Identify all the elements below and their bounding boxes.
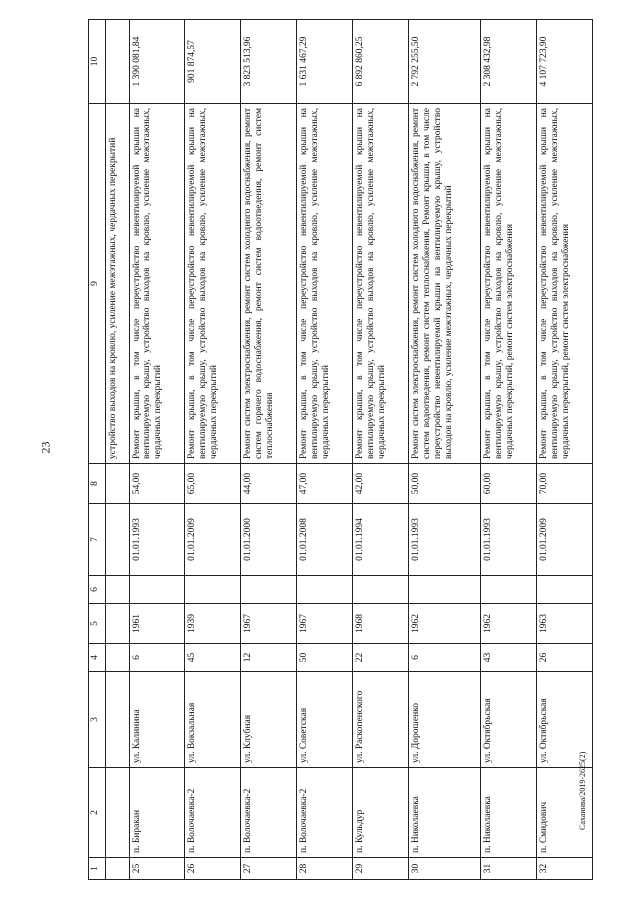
cost-cell: 2 308 432,98: [481, 20, 537, 104]
cost-cell: 3 823 513,96: [241, 20, 297, 104]
wear-percent-cell: 47,00: [297, 464, 353, 504]
year-built-cell: 1939: [185, 604, 241, 644]
wear-percent-cell: 50,00: [409, 464, 481, 504]
street-cell: ул. Дорошенко: [409, 672, 481, 768]
header-row: [89, 20, 106, 880]
house-number-cell: 22: [353, 644, 409, 672]
row-number: 26: [185, 858, 241, 880]
repair-program-table: [88, 19, 593, 880]
column-header: 9: [89, 104, 106, 464]
street-cell: ул. Раскопенского: [353, 672, 409, 768]
table-body: [106, 20, 593, 880]
work-description: устройство выходов на кровлю, усиление межэтажных, чердачных перекрытий: [106, 104, 130, 464]
page-number: 23: [38, 441, 53, 454]
street-cell: ул. Вокзальная: [185, 672, 241, 768]
column-header: 5: [89, 604, 106, 644]
column-header: 6: [89, 576, 106, 604]
street-cell: ул. Калинина: [129, 672, 185, 768]
wear-percent-cell: 60,00: [481, 464, 537, 504]
work-description: Ремонт крыши, в том числе переустройство невентилируемой крыши на вентилируемую крышу, устройство выходов на кровлю, усиление межэтажных, чердачных перекрытий, ремонт систем электроснабжения: [481, 104, 537, 464]
house-number-cell: 50: [297, 644, 353, 672]
cost-cell: 2 792 255,50: [409, 20, 481, 104]
house-number-cell: 6: [409, 644, 481, 672]
footer-code: Сахаинва/2019-2625(2): [578, 751, 587, 830]
settlement-cell: п. Николаевка: [481, 768, 537, 858]
year-built-cell: 1968: [353, 604, 409, 644]
house-number-cell: 6: [129, 644, 185, 672]
work-description: Ремонт крыши, в том числе переустройство невентилируемой крыши на вентилируемую крышу, устройство выходов на кровлю, усиление межэтажных, чердачных перекрытий: [185, 104, 241, 464]
settlement-cell: п. Волочаевка-2: [241, 768, 297, 858]
wear-percent-cell: 42,00: [353, 464, 409, 504]
year-built-cell: 1967: [297, 604, 353, 644]
table-row: [297, 20, 353, 880]
house-number-cell: 12: [241, 644, 297, 672]
settlement-cell: п. Биракан: [129, 768, 185, 858]
date-cell: 01.01.2009: [185, 504, 241, 576]
table-row: [481, 20, 537, 880]
row-number: 29: [353, 858, 409, 880]
row-number: 31: [481, 858, 537, 880]
street-cell: ул. Октябрьская: [537, 672, 593, 768]
row-number: 25: [129, 858, 185, 880]
wear-percent-cell: 54,00: [129, 464, 185, 504]
work-description: Ремонт систем электроснабжения, ремонт систем холодного водоснабжения, ремонт систем горячего водоснабжения, ремонт систем водоотведения, ремонт систем теплоснабжения: [241, 104, 297, 464]
column-header: 7: [89, 504, 106, 576]
column-header: 2: [89, 768, 106, 858]
street-cell: ул. Советская: [297, 672, 353, 768]
settlement-cell: п. Николаевка: [409, 768, 481, 858]
row-number: 28: [297, 858, 353, 880]
year-built-cell: 1962: [409, 604, 481, 644]
date-cell: 01.01.1993: [129, 504, 185, 576]
col6-cell: [353, 576, 409, 604]
continuation-row: [106, 20, 130, 880]
col6-cell: [481, 576, 537, 604]
col6-cell: [185, 576, 241, 604]
cost-cell: 1 631 467,29: [297, 20, 353, 104]
table-row: [537, 20, 593, 880]
table-row: [409, 20, 481, 880]
wear-percent-cell: 70,00: [537, 464, 593, 504]
row-number: 30: [409, 858, 481, 880]
column-header: 8: [89, 464, 106, 504]
column-header: 1: [89, 858, 106, 880]
year-built-cell: 1962: [481, 604, 537, 644]
house-number-cell: 45: [185, 644, 241, 672]
settlement-cell: п. Смидович: [537, 768, 593, 858]
house-number-cell: 43: [481, 644, 537, 672]
row-number: 32: [537, 858, 593, 880]
date-cell: 01.01.1994: [353, 504, 409, 576]
wear-percent-cell: 44,00: [241, 464, 297, 504]
col6-cell: [537, 576, 593, 604]
work-description: Ремонт систем электроснабжения, ремонт систем холодного водоснабжения, ремонт систем водоотведения, ремонт систем теплоснабжения, Ремонт крыши, в том числе переустройство невентилируемой крыши на вентилируемую крышу, устройство выходов на кровлю, усиление межэтажных, чердачных перекрытий: [409, 104, 481, 464]
column-header: 3: [89, 672, 106, 768]
date-cell: 01.01.2008: [297, 504, 353, 576]
cost-cell: 1 390 081,84: [129, 20, 185, 104]
work-description: Ремонт крыши, в том числе переустройство невентилируемой крыши на вентилируемую крышу, устройство выходов на кровлю, усиление межэтажных, чердачных перекрытий: [353, 104, 409, 464]
cost-cell: 6 892 860,25: [353, 20, 409, 104]
table-row: [241, 20, 297, 880]
cost-cell: 4 107 723,90: [537, 20, 593, 104]
settlement-cell: п. Волочаевка-2: [297, 768, 353, 858]
work-description: Ремонт крыши, в том числе переустройство невентилируемой крыши на вентилируемую крышу, устройство выходов на кровлю, усиление межэтажных, чердачных перекрытий: [297, 104, 353, 464]
date-cell: 01.01.2000: [241, 504, 297, 576]
work-description: Ремонт крыши, в том числе переустройство невентилируемой крыши на вентилируемую крышу, устройство выходов на кровлю, усиление межэтажных, чердачных перекрытий: [129, 104, 185, 464]
col6-cell: [129, 576, 185, 604]
date-cell: 01.01.1993: [481, 504, 537, 576]
settlement-cell: п. Волочаевка-2: [185, 768, 241, 858]
wear-percent-cell: 65,00: [185, 464, 241, 504]
date-cell: 01.01.1993: [409, 504, 481, 576]
work-description: Ремонт крыши, в том числе переустройство невентилируемой крыши на вентилируемую крышу, устройство выходов на кровлю, усиление межэтажных, чердачных перекрытий, ремонт систем электроснабжения: [537, 104, 593, 464]
column-header: 10: [89, 20, 106, 104]
year-built-cell: 1963: [537, 604, 593, 644]
date-cell: 01.01.2009: [537, 504, 593, 576]
house-number-cell: 26: [537, 644, 593, 672]
table-row: [129, 20, 185, 880]
col6-cell: [297, 576, 353, 604]
street-cell: ул. Октябрьская: [481, 672, 537, 768]
table-row: [185, 20, 241, 880]
settlement-cell: п. Кульдур: [353, 768, 409, 858]
street-cell: ул. Клубная: [241, 672, 297, 768]
year-built-cell: 1967: [241, 604, 297, 644]
column-header: 4: [89, 644, 106, 672]
table-row: [353, 20, 409, 880]
row-number: 27: [241, 858, 297, 880]
col6-cell: [409, 576, 481, 604]
cost-cell: 901 874,57: [185, 20, 241, 104]
rotated-table-wrapper: [88, 20, 593, 880]
col6-cell: [241, 576, 297, 604]
year-built-cell: 1961: [129, 604, 185, 644]
